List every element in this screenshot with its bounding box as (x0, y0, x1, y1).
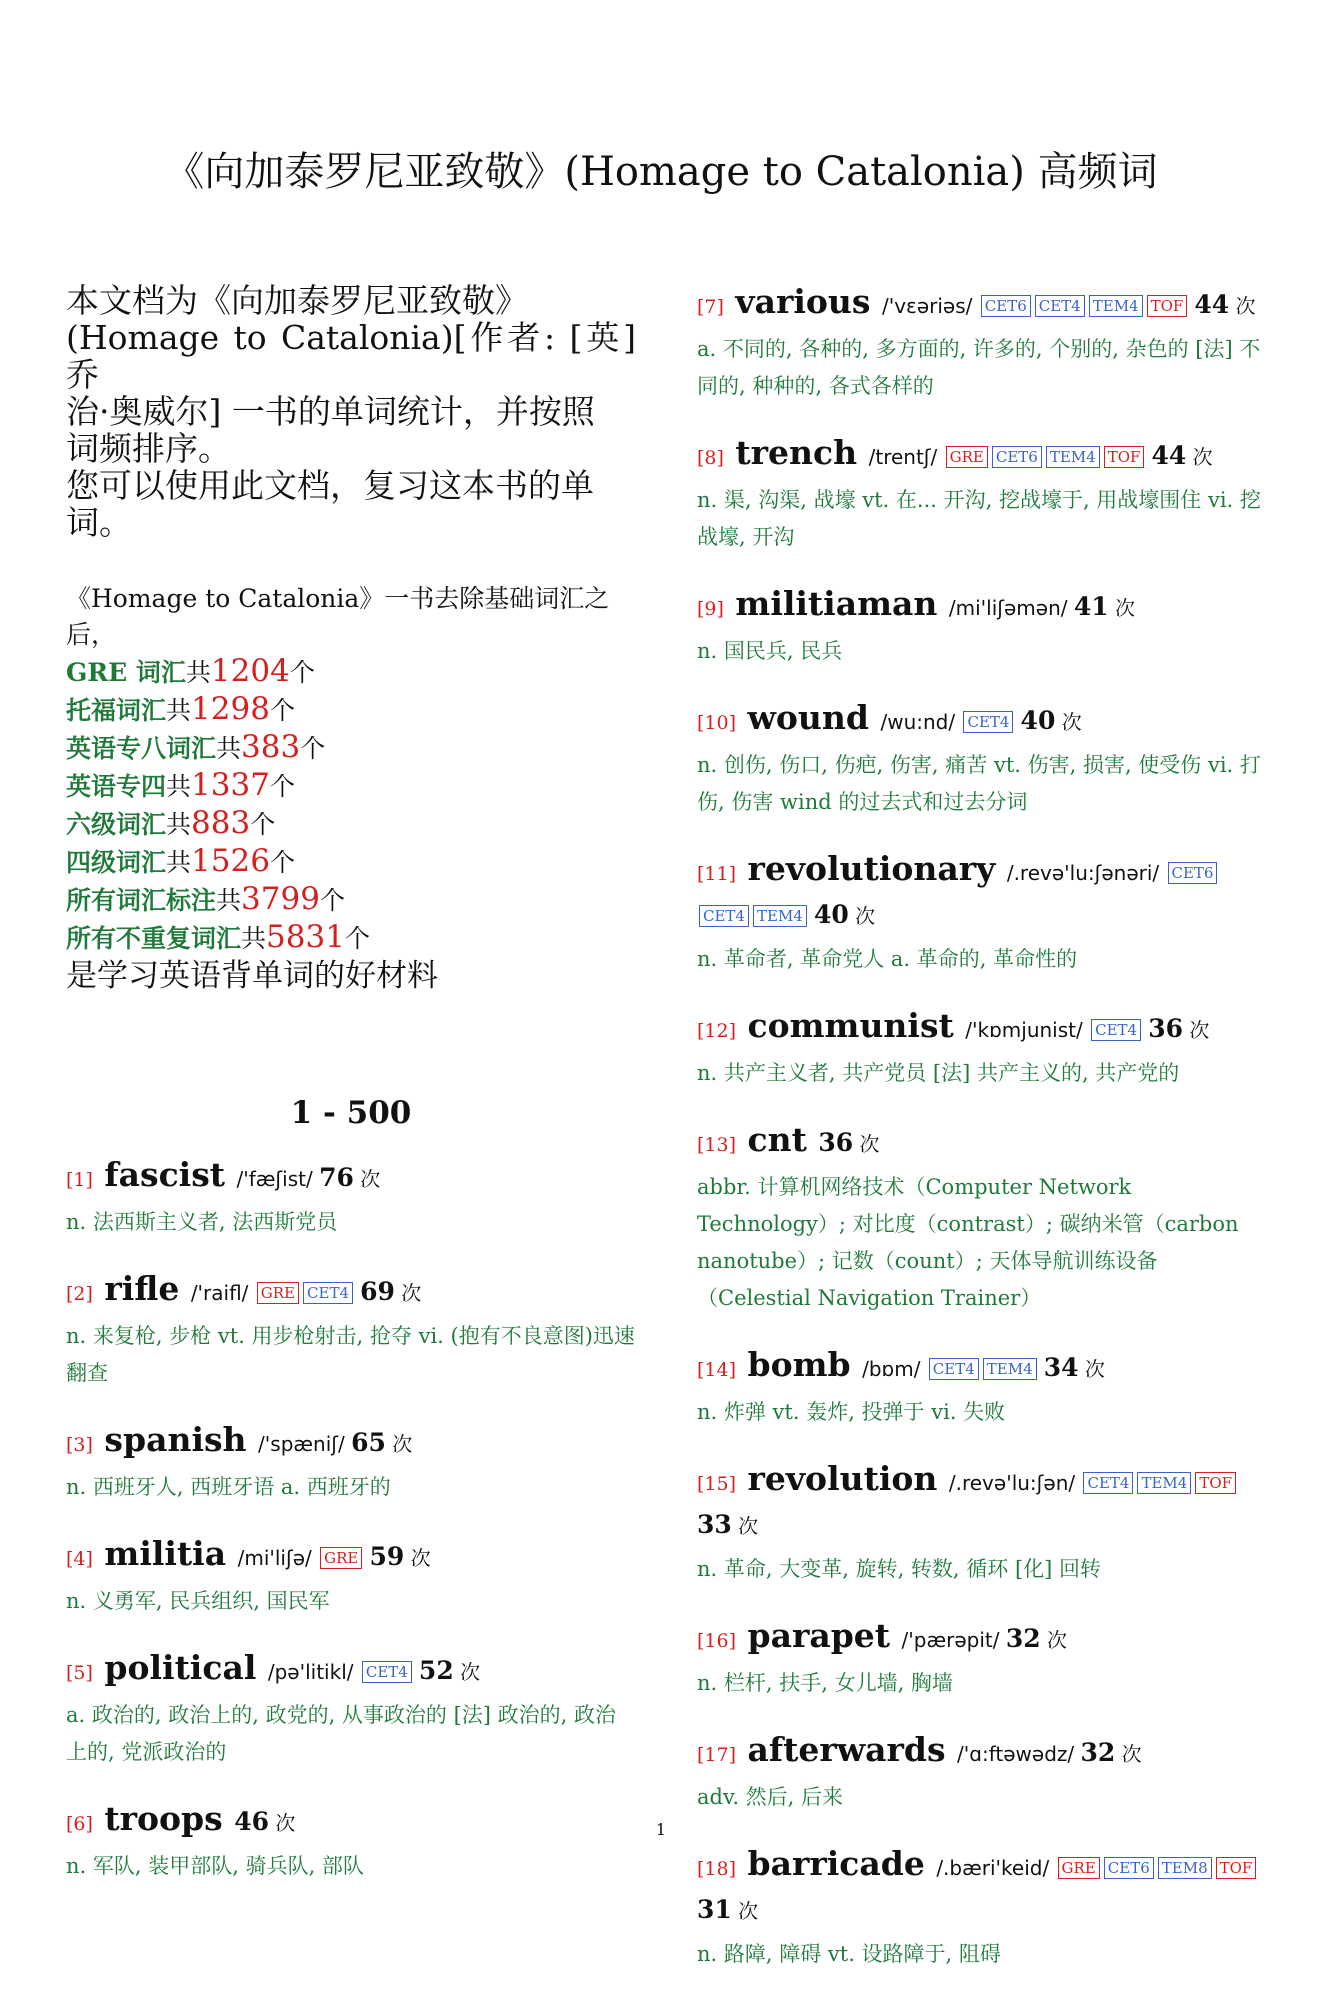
stat-mid: 共 (185, 658, 211, 687)
vocab-entry (697, 1459, 1267, 1588)
entry-word: troops (92, 1799, 235, 1838)
stat-label: 所有词汇标注 (66, 886, 217, 915)
stat-line (66, 691, 636, 729)
entry-word: communist (736, 1006, 966, 1045)
entry-word: militiaman (723, 584, 949, 623)
page-title: 《向加泰罗尼亚致敬》(Homage to Catalonia) 高频词 (164, 149, 1158, 195)
exam-tag: CET4 (929, 1358, 979, 1380)
entry-count: 76 (319, 1163, 354, 1192)
stat-unit: 个 (300, 734, 326, 763)
entry-definition: n. 路障, 障碍 vt. 设路障于, 阻碍 (697, 1942, 1001, 1966)
entry-head (697, 1120, 1267, 1166)
entry-head (697, 1459, 1267, 1548)
entry-word: revolutionary (736, 849, 1007, 888)
count-unit: 次 (731, 1899, 759, 1923)
stat-value: 1337 (191, 767, 270, 803)
exam-tag: TOF (1216, 1857, 1257, 1879)
count-unit: 次 (385, 1432, 413, 1456)
exam-tag: TOF (1195, 1472, 1236, 1494)
entry-word: various (723, 282, 882, 321)
entry-head (697, 282, 1267, 328)
vocab-entry (697, 1844, 1267, 1973)
entry-list-left (66, 1155, 636, 1885)
count-unit: 次 (848, 904, 876, 928)
exam-tag: CET6 (981, 295, 1031, 317)
stat-mid: 共 (216, 886, 242, 915)
stat-list (66, 653, 636, 957)
vocab-entry (697, 1345, 1267, 1431)
exam-tag: TEM4 (983, 1358, 1037, 1380)
exam-tag: CET4 (362, 1661, 412, 1683)
count-unit: 次 (1055, 710, 1082, 734)
entry-definition: n. 共产主义者, 共产党员 [法] 共产主义的, 共产党的 (697, 1061, 1180, 1085)
entry-count: 44 (1194, 290, 1230, 319)
entry-word: fascist (92, 1155, 237, 1194)
vocab-entry (66, 1155, 636, 1241)
entry-phonetic: /'raifl/ (190, 1281, 255, 1305)
vocab-entry (697, 1120, 1267, 1317)
entry-index: [8] (697, 447, 724, 469)
entry-phonetic: /mi'liʃəmən/ (948, 596, 1074, 620)
stat-unit: 个 (269, 848, 295, 877)
entry-phonetic: /'pærəpit/ (901, 1628, 1006, 1652)
count-unit: 次 (1040, 1628, 1067, 1652)
exam-tag: CET4 (303, 1282, 353, 1304)
entry-word: trench (723, 433, 869, 472)
entry-phonetic: /'fæʃist/ (236, 1167, 320, 1191)
vocab-entry (66, 1420, 636, 1506)
entry-word: bomb (736, 1345, 863, 1384)
stat-mid: 共 (216, 734, 242, 763)
exam-tag: CET4 (699, 905, 749, 927)
stat-value: 5831 (266, 919, 345, 955)
exam-tag: GRE (1058, 1857, 1100, 1879)
entry-count: 69 (360, 1277, 395, 1306)
stat-label: 英语专四 (66, 772, 167, 801)
left-column (66, 282, 636, 1913)
entry-definition: abbr. 计算机网络技术（Computer Network Technology）; 对比度（contrast）; 碳纳米管（carbon nanotube）; 记数（count）; 天体导航训练设备（Celestial Navigation Trainer） (697, 1175, 1239, 1310)
intro-paragraph (66, 282, 636, 541)
entry-index: [12] (697, 1020, 737, 1042)
entry-index: [3] (66, 1434, 93, 1456)
count-unit: 次 (731, 1514, 759, 1538)
vocab-entry (697, 698, 1267, 821)
entry-index: [16] (697, 1630, 737, 1652)
entry-phonetic: /'ɑ:ftəwədz/ (957, 1742, 1081, 1766)
entry-definition: a. 政治的, 政治上的, 政党的, 从事政治的 [法] 政治的, 政治上的, 党派政治的 (66, 1703, 617, 1764)
stat-label: 英语专八词汇 (66, 734, 217, 763)
entry-definition: n. 革命者, 革命党人 a. 革命的, 革命性的 (697, 947, 1078, 971)
entry-index: [4] (66, 1548, 93, 1570)
entry-word: parapet (736, 1616, 902, 1655)
entry-definition: n. 革命, 大变革, 旋转, 转数, 循环 [化] 回转 (697, 1557, 1102, 1581)
entry-phonetic: /bɒm/ (862, 1357, 927, 1381)
entry-list-right (697, 282, 1267, 1973)
entry-count: 44 (1151, 441, 1187, 470)
intro-line: 您可以使用此文档，复习这本书的单 (66, 466, 594, 505)
entry-count: 40 (1020, 706, 1056, 735)
page-number: 1 (655, 1820, 667, 1839)
stats-closing: 是学习英语背单词的好材料 (66, 958, 438, 994)
entry-word: wound (736, 698, 881, 737)
entry-word: political (92, 1648, 268, 1687)
entry-head (66, 1648, 636, 1694)
entry-count: 41 (1073, 592, 1109, 621)
exam-tag: CET6 (1168, 862, 1218, 884)
entry-head (697, 1616, 1267, 1662)
exam-tag: CET4 (1035, 295, 1085, 317)
entry-head (697, 1345, 1267, 1391)
entry-index: [10] (697, 712, 737, 734)
count-unit: 次 (853, 1132, 880, 1156)
stat-label: 六级词汇 (66, 810, 167, 839)
count-unit: 次 (1182, 1018, 1210, 1042)
stat-value: 883 (191, 805, 251, 841)
entry-phonetic: /trentʃ/ (868, 445, 944, 469)
entry-head (697, 584, 1267, 630)
entry-head (697, 849, 1267, 938)
stat-label: GRE 词汇 (66, 658, 186, 687)
entry-word: afterwards (736, 1730, 958, 1769)
count-unit: 次 (404, 1546, 431, 1570)
entry-head (66, 1155, 636, 1201)
stat-unit: 个 (269, 696, 295, 725)
stat-mid: 共 (241, 924, 267, 953)
entry-index: [7] (697, 296, 724, 318)
exam-tag: TEM4 (1089, 295, 1143, 317)
stat-line (66, 919, 636, 957)
exam-tag: GRE (320, 1547, 362, 1569)
stats-intro: 《Homage to Catalonia》一书去除基础词汇之后， (66, 584, 610, 649)
entry-count: 40 (813, 900, 849, 929)
exam-tag: CET6 (1104, 1857, 1154, 1879)
exam-tag: CET6 (992, 446, 1042, 468)
entry-index: [11] (697, 863, 737, 885)
exam-tag: CET4 (963, 711, 1013, 733)
exam-tag: GRE (946, 446, 988, 468)
entry-definition: adv. 然后, 后来 (697, 1785, 844, 1809)
entry-head (66, 1420, 636, 1466)
entry-head (697, 433, 1267, 479)
entry-index: [17] (697, 1744, 737, 1766)
stat-value: 383 (241, 729, 301, 765)
exam-tag: CET4 (1091, 1019, 1141, 1041)
vocab-entry (66, 1534, 636, 1620)
stat-line (66, 805, 636, 843)
entry-head (697, 698, 1267, 744)
entry-word: rifle (92, 1269, 191, 1308)
vocab-entry (697, 1006, 1267, 1092)
exam-tag: TEM4 (1046, 446, 1100, 468)
count-unit: 次 (1115, 1742, 1142, 1766)
entry-phonetic: /'vɛəriəs/ (881, 294, 979, 318)
entry-definition: n. 栏杆, 扶手, 女儿墙, 胸墙 (697, 1671, 953, 1695)
stat-line (66, 767, 636, 805)
stat-unit: 个 (269, 772, 295, 801)
intro-line: 治·奥威尔] 一书的单词统计，并按照 (66, 392, 595, 431)
right-column (697, 282, 1267, 2001)
entry-count: 31 (697, 1895, 732, 1924)
vocab-entry (697, 1730, 1267, 1816)
exam-tag: TOF (1104, 446, 1145, 468)
entry-index: [15] (697, 1473, 737, 1495)
entry-phonetic: /'spæniʃ/ (258, 1432, 352, 1456)
entry-definition: n. 炸弹 vt. 轰炸, 投弹于 vi. 失败 (697, 1400, 1006, 1424)
vocab-entry (697, 849, 1267, 978)
entry-index: [5] (66, 1662, 93, 1684)
intro-line: 词频排序。 (66, 429, 231, 468)
stat-unit: 个 (319, 886, 345, 915)
entry-definition: n. 国民兵, 民兵 (697, 639, 843, 663)
entry-phonetic: /.revə'lu:ʃənəri/ (1006, 861, 1166, 885)
entry-phonetic: /'kɒmjunist/ (965, 1018, 1090, 1042)
vocab-entry (697, 433, 1267, 556)
entry-word: cnt (736, 1120, 819, 1159)
entry-word: spanish (92, 1420, 259, 1459)
stat-unit: 个 (250, 810, 276, 839)
intro-line: 词。 (66, 503, 132, 542)
entry-count: 33 (697, 1510, 732, 1539)
stat-label: 所有不重复词汇 (66, 924, 242, 953)
exam-tag: TEM4 (753, 905, 807, 927)
entry-word: militia (92, 1534, 238, 1573)
stat-line (66, 843, 636, 881)
entry-index: [1] (66, 1169, 93, 1191)
stat-value: 1204 (210, 653, 290, 689)
entry-definition: n. 渠, 沟渠, 战壕 vt. 在... 开沟, 挖战壕于, 用战壕围住 vi. 挖战壕, 开沟 (697, 488, 1261, 549)
exam-tag: TEM8 (1158, 1857, 1212, 1879)
entry-count: 46 (234, 1807, 269, 1836)
entry-count: 59 (369, 1542, 405, 1571)
entry-head (66, 1534, 636, 1580)
entry-index: [6] (66, 1813, 93, 1835)
count-unit: 次 (1108, 596, 1136, 620)
vocab-entry (66, 1799, 636, 1885)
intro-line: (Homage to Catalonia)[作者: [英] 乔 (66, 318, 636, 394)
vocab-entry (697, 584, 1267, 670)
stat-unit: 个 (344, 924, 370, 953)
vocab-entry (66, 1648, 636, 1771)
entry-phonetic: /.bæri'keid/ (936, 1856, 1056, 1880)
count-unit: 次 (353, 1167, 381, 1191)
stat-mid: 共 (166, 810, 192, 839)
vocab-entry (697, 282, 1267, 405)
stat-unit: 个 (289, 658, 315, 687)
entry-phonetic: /.revə'lu:ʃən/ (948, 1471, 1082, 1495)
entry-count: 65 (351, 1428, 386, 1457)
range-heading: 1 - 500 (290, 1095, 412, 1131)
stat-line (66, 653, 636, 691)
entry-count: 52 (418, 1656, 454, 1685)
entry-head (697, 1730, 1267, 1776)
entry-phonetic: /pə'litikl/ (267, 1660, 360, 1684)
entry-count: 36 (1148, 1014, 1183, 1043)
vocab-entry (697, 1616, 1267, 1702)
count-unit: 次 (1078, 1357, 1105, 1381)
stat-mid: 共 (166, 696, 192, 725)
entry-count: 32 (1005, 1624, 1041, 1653)
entry-word: barricade (736, 1844, 937, 1883)
entry-index: [13] (697, 1134, 737, 1156)
exam-tag: TOF (1147, 295, 1188, 317)
exam-tag: CET4 (1083, 1472, 1133, 1494)
count-unit: 次 (1229, 294, 1256, 318)
entry-phonetic: /mi'liʃə/ (237, 1546, 319, 1570)
stat-mid: 共 (166, 848, 192, 877)
entry-index: [2] (66, 1283, 93, 1305)
entry-count: 36 (818, 1128, 854, 1157)
entry-head (697, 1844, 1267, 1933)
stats-block (66, 581, 636, 995)
entry-head (697, 1006, 1267, 1052)
entry-head (66, 1269, 636, 1315)
entry-definition: a. 不同的, 各种的, 多方面的, 许多的, 个别的, 杂色的 [法] 不同的, 种种的, 各式各样的 (697, 337, 1261, 398)
entry-definition: n. 军队, 装甲部队, 骑兵队, 部队 (66, 1854, 364, 1878)
stat-value: 1526 (191, 843, 270, 879)
intro-line: 本文档为《向加泰罗尼亚致敬》 (66, 281, 528, 320)
entry-count: 34 (1043, 1353, 1079, 1382)
exam-tag: TEM4 (1137, 1472, 1191, 1494)
stat-label: 托福词汇 (66, 696, 167, 725)
entry-count: 32 (1080, 1738, 1116, 1767)
entry-word: revolution (736, 1459, 949, 1498)
stat-line (66, 881, 636, 919)
entry-definition: n. 创伤, 伤口, 伤疤, 伤害, 痛苦 vt. 伤害, 损害, 使受伤 vi. 打伤, 伤害 wind 的过去式和过去分词 (697, 753, 1261, 814)
count-unit: 次 (394, 1281, 422, 1305)
stat-mid: 共 (166, 772, 192, 801)
count-unit: 次 (269, 1811, 296, 1835)
entry-definition: n. 法西斯主义者, 法西斯党员 (66, 1210, 338, 1234)
count-unit: 次 (1186, 445, 1213, 469)
vocab-entry (66, 1269, 636, 1392)
stat-line (66, 729, 636, 767)
count-unit: 次 (453, 1660, 481, 1684)
entry-definition: n. 义勇军, 民兵组织, 国民军 (66, 1589, 330, 1613)
entry-definition: n. 来复枪, 步枪 vt. 用步枪射击, 抢夺 vi. (抱有不良意图)迅速翻查 (66, 1324, 635, 1385)
entry-index: [14] (697, 1359, 737, 1381)
entry-index: [18] (697, 1858, 737, 1880)
entry-index: [9] (697, 598, 724, 620)
entry-phonetic: /wu:nd/ (880, 710, 962, 734)
exam-tag: GRE (257, 1282, 299, 1304)
entry-definition: n. 西班牙人, 西班牙语 a. 西班牙的 (66, 1475, 391, 1499)
stat-value: 3799 (241, 881, 320, 917)
stat-value: 1298 (191, 691, 270, 727)
stat-label: 四级词汇 (66, 848, 167, 877)
